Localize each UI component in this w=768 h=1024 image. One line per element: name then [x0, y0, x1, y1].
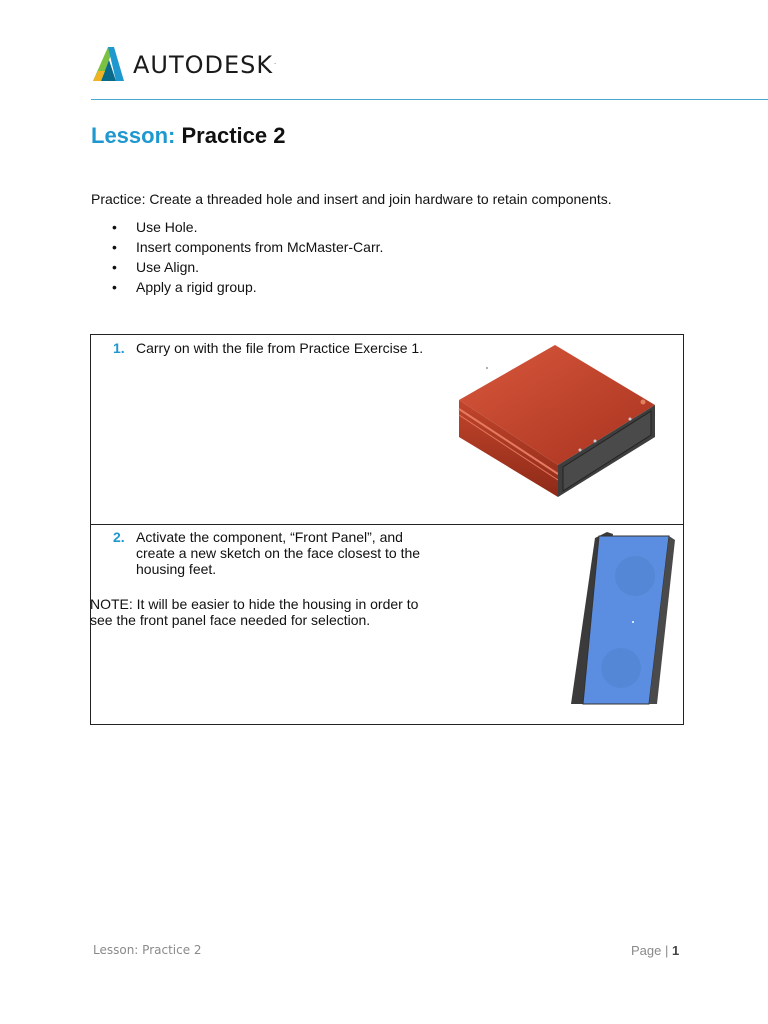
title-lead: Lesson: [91, 123, 176, 148]
step-text: Carry on with the file from Practice Exercise 1. [136, 340, 424, 356]
step-row-1 [91, 335, 683, 525]
step-number: 1. [113, 340, 125, 356]
bullet-item: • Use Hole. [112, 219, 383, 239]
bullet-item: • Apply a rigid group. [112, 279, 383, 299]
step-note: NOTE: It will be easier to hide the housing in order to see the front panel face needed for selection. [90, 596, 419, 628]
steps-table [90, 334, 684, 725]
bullet-item: • Insert components from McMaster-Carr. [112, 239, 383, 259]
step-text: Activate the component, “Front Panel”, and create a new sketch on the face closest to the housing feet. [136, 529, 421, 577]
autodesk-mark-icon [91, 46, 125, 82]
header-rule [91, 99, 768, 100]
front-panel-face-image [569, 526, 679, 706]
red-housing-box-image [445, 337, 660, 502]
bullet-list [112, 219, 383, 299]
footer-lesson-label: Lesson: Practice 2 [93, 943, 202, 957]
step-number: 2. [113, 529, 125, 545]
step-row-2 [91, 524, 683, 724]
logo-wordmark: AUTODESK. [133, 51, 278, 79]
title-rest: Practice 2 [181, 123, 286, 148]
page-title [91, 123, 285, 149]
practice-intro: Practice: Create a threaded hole and insert and join hardware to retain components. [91, 191, 612, 207]
footer-page-number: Page | 1 [631, 943, 680, 958]
bullet-item: • Use Align. [112, 259, 383, 279]
autodesk-logo [91, 46, 277, 82]
